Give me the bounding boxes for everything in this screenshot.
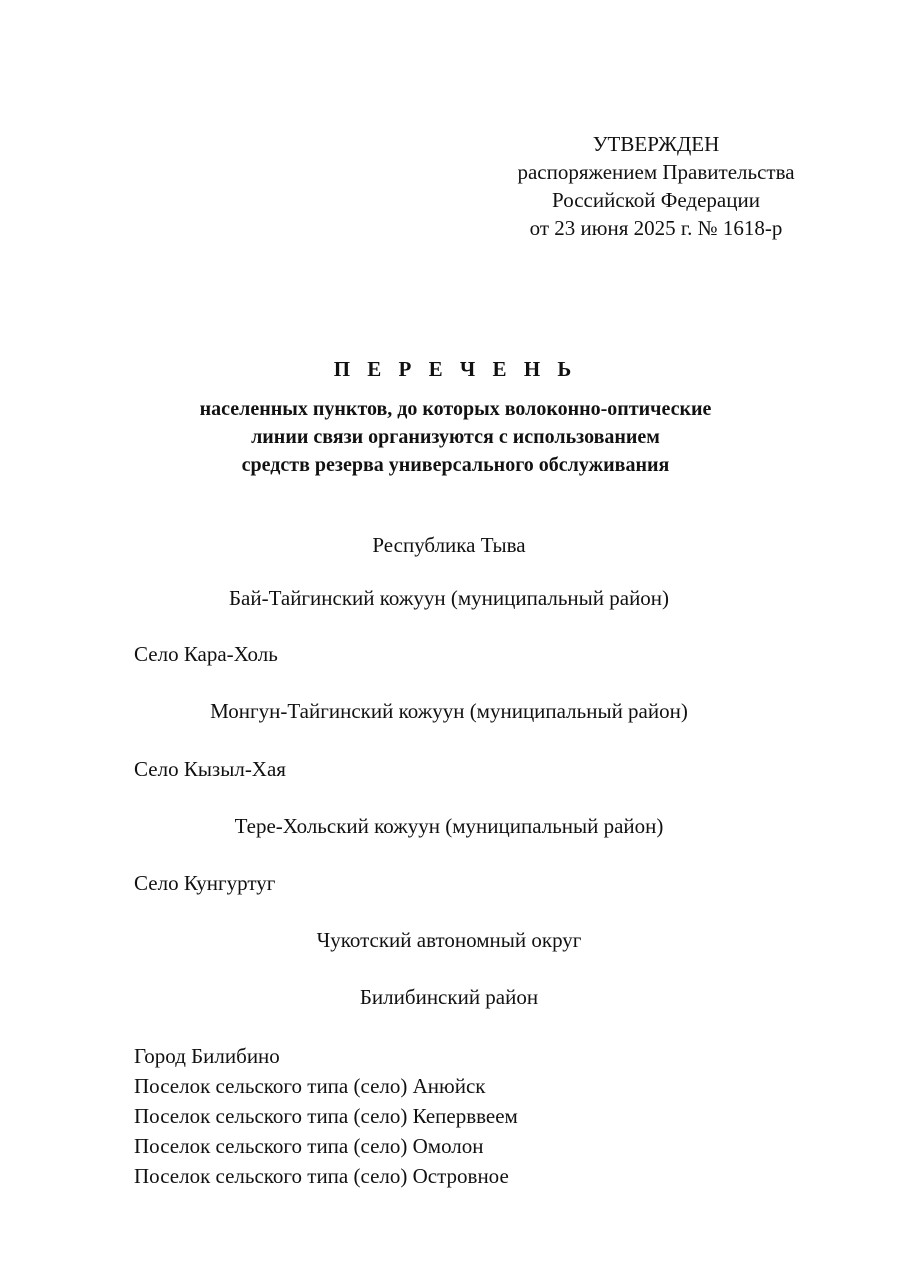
district-heading: Тере-Хольский кожуун (муниципальный район) bbox=[234, 814, 664, 838]
subtitle-line: средств резерва универсального обслуживания bbox=[241, 454, 670, 476]
settlement-item: Поселок сельского типа (село) Омолон bbox=[134, 1134, 484, 1158]
settlement-item: Село Кара-Холь bbox=[134, 642, 278, 666]
approval-order-line: распоряжением Правительства bbox=[517, 160, 795, 184]
approval-authority: Российской Федерации bbox=[552, 188, 760, 212]
region-heading: Чукотский автономный округ bbox=[316, 928, 582, 952]
subtitle-line: линии связи организуются с использованием bbox=[251, 426, 660, 448]
settlement-item: Поселок сельского типа (село) Анюйск bbox=[134, 1074, 486, 1098]
approval-date-number: от 23 июня 2025 г. № 1618-р bbox=[529, 216, 783, 240]
settlement-item: Город Билибино bbox=[134, 1044, 280, 1068]
settlement-item: Село Кунгуртуг bbox=[134, 871, 276, 895]
settlement-item: Поселок сельского типа (село) Кеперввеем bbox=[134, 1104, 518, 1128]
district-heading: Монгун-Тайгинский кожуун (муниципальный район) bbox=[210, 699, 688, 723]
settlement-list bbox=[134, 1041, 518, 1191]
settlement-item: Село Кызыл-Хая bbox=[134, 757, 286, 781]
district-heading: Бай-Тайгинский кожуун (муниципальный район) bbox=[228, 586, 670, 610]
region-heading: Республика Тыва bbox=[372, 533, 526, 557]
document-title-block bbox=[0, 355, 911, 479]
approval-stamp bbox=[500, 130, 812, 242]
district-heading: Билибинский район bbox=[359, 985, 539, 1009]
document-subtitle bbox=[0, 395, 911, 479]
settlement-item: Поселок сельского типа (село) Островное bbox=[134, 1164, 509, 1188]
subtitle-line: населенных пунктов, до которых волоконно-оптические bbox=[199, 398, 712, 420]
approval-heading: УТВЕРЖДЕН bbox=[592, 132, 720, 156]
document-title: П Е Р Е Ч Е Н Ь bbox=[333, 357, 578, 381]
